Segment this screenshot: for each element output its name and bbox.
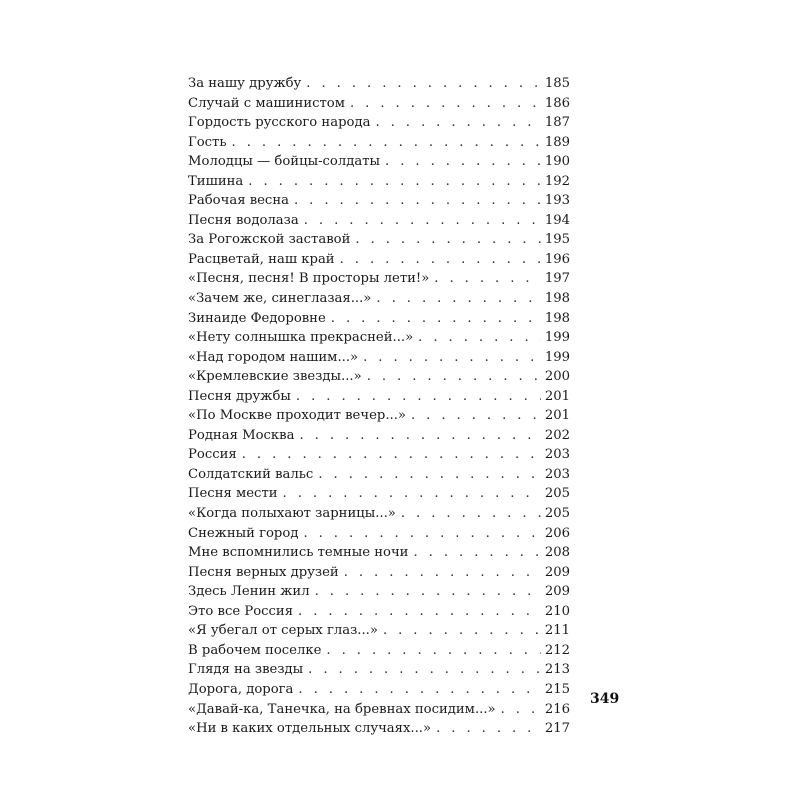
toc-entry [188, 719, 570, 739]
toc-entry-title: Дорога, дорога [188, 681, 294, 697]
toc-entry-title: Песня мести [188, 486, 278, 502]
toc-entry-title: Здесь Ленин жил [188, 584, 310, 600]
toc-entry-page: 209 [544, 564, 570, 580]
toc-entry-title: Случай с машинистом [188, 95, 345, 111]
dot-leader [413, 543, 540, 563]
toc-entry [188, 269, 570, 289]
toc-entry-title: Рабочая весна [188, 193, 289, 209]
toc-entry-page: 203 [544, 447, 570, 463]
dot-leader [350, 94, 541, 114]
dot-leader [376, 289, 540, 309]
toc-entry-page: 215 [544, 681, 570, 697]
dot-leader [298, 680, 540, 700]
toc-entry-page: 185 [544, 76, 570, 91]
toc-entry [188, 387, 570, 407]
toc-entry [188, 445, 570, 465]
toc-entry-title: «Давай-ка, Танечка, на бревнах посидим...» [188, 701, 496, 717]
toc-entry [188, 602, 570, 622]
dot-leader [344, 563, 541, 583]
toc-entry-page: 198 [544, 310, 570, 326]
toc-entry-title: Зинаиде Федоровне [188, 310, 326, 326]
toc-entry-page: 216 [544, 701, 570, 717]
toc-entry-page: 205 [544, 506, 570, 522]
dot-leader [411, 406, 541, 426]
toc-entry-page: 210 [544, 603, 570, 619]
toc-entry-page: 190 [544, 154, 570, 170]
toc-entry-title: Солдатский вальс [188, 466, 314, 482]
toc-entry-page: 198 [544, 291, 570, 307]
toc-entry-page: 205 [544, 486, 570, 502]
dot-leader [308, 660, 541, 680]
toc-entry [188, 94, 570, 114]
dot-leader [298, 602, 541, 622]
dot-leader [296, 387, 541, 407]
dot-leader [418, 328, 541, 348]
toc-entry-title: Тишина [188, 173, 244, 189]
dot-leader [434, 269, 541, 289]
dot-leader [401, 504, 541, 524]
table-of-contents [188, 74, 570, 739]
toc-entry [188, 74, 570, 94]
page-number: 349 [590, 691, 620, 707]
toc-entry-page: 201 [544, 388, 570, 404]
toc-entry-title: «Когда полыхают зарницы...» [188, 506, 396, 522]
toc-entry-page: 206 [544, 525, 570, 541]
toc-entry-page: 187 [544, 115, 570, 131]
toc-entry-page: 186 [544, 95, 570, 111]
toc-entry-title: Песня водолаза [188, 212, 299, 228]
dot-leader [315, 582, 541, 602]
toc-entry-page: 209 [544, 584, 570, 600]
toc-entry-title: «Зачем же, синеглазая...» [188, 291, 372, 307]
dot-leader [248, 172, 541, 192]
dot-leader [385, 152, 541, 172]
dot-leader [363, 348, 541, 368]
toc-entry [188, 133, 570, 153]
toc-entry-title: «Нету солнышка прекрасней...» [188, 330, 414, 346]
toc-entry-title: Молодцы — бойцы-солдаты [188, 154, 381, 170]
toc-entry-page: 200 [544, 369, 570, 385]
toc-entry-title: Мне вспомнились темные ночи [188, 545, 409, 561]
dot-leader [299, 426, 540, 446]
toc-entry [188, 641, 570, 661]
toc-entry-title: Гордость русского народа [188, 115, 371, 131]
toc-entry-title: Песня дружбы [188, 388, 291, 404]
toc-entry-page: 213 [544, 662, 570, 678]
toc-entry [188, 113, 570, 133]
toc-entry-page: 195 [544, 232, 570, 248]
toc-entry-page: 211 [544, 623, 570, 639]
toc-entry-title: «Песня, песня! В просторы лети!» [188, 271, 430, 287]
toc-entry [188, 328, 570, 348]
toc-entry-page: 193 [544, 193, 570, 209]
toc-entry-page: 189 [544, 134, 570, 150]
dot-leader [326, 641, 540, 661]
toc-entry-page: 199 [544, 330, 570, 346]
dot-leader [318, 465, 541, 485]
toc-entry-page: 217 [544, 721, 570, 737]
toc-entry-title: Гость [188, 134, 227, 150]
toc-entry-title: За Рогожской заставой [188, 232, 351, 248]
toc-entry-page: 192 [544, 173, 570, 189]
toc-entry-page: 201 [544, 408, 570, 424]
toc-entry-title: Россия [188, 447, 237, 463]
toc-entry-title: За нашу дружбу [188, 76, 302, 91]
dot-leader [306, 74, 541, 94]
toc-entry [188, 621, 570, 641]
toc-entry [188, 348, 570, 368]
dot-leader [436, 719, 541, 739]
toc-entry [188, 504, 570, 524]
toc-entry [188, 309, 570, 329]
toc-entry-title: «Ни в каких отдельных случаях...» [188, 721, 432, 737]
toc-entry-page: 194 [544, 212, 570, 228]
toc-entry [188, 211, 570, 231]
toc-entry-page: 199 [544, 349, 570, 365]
toc-entry-title: Снежный город [188, 525, 299, 541]
toc-entry-title: «Я убегал от серых глаз...» [188, 623, 378, 639]
toc-entry [188, 484, 570, 504]
dot-leader [375, 113, 540, 133]
toc-entry [188, 191, 570, 211]
dot-leader [355, 230, 540, 250]
dot-leader [331, 309, 541, 329]
toc-entry-title: «Кремлевские звезды...» [188, 369, 362, 385]
toc-entry-title: Родная Москва [188, 427, 295, 443]
toc-entry [188, 289, 570, 309]
toc-entry-page: 196 [544, 251, 570, 267]
toc-entry-page: 212 [544, 642, 570, 658]
toc-entry-title: «Над городом нашим...» [188, 349, 359, 365]
toc-entry [188, 406, 570, 426]
dot-leader [303, 524, 540, 544]
toc-entry [188, 700, 570, 720]
toc-entry [188, 543, 570, 563]
toc-entry [188, 230, 570, 250]
toc-entry-title: Песня верных друзей [188, 564, 339, 580]
toc-entry-page: 208 [544, 545, 570, 561]
toc-entry [188, 426, 570, 446]
dot-leader [304, 211, 541, 231]
toc-entry [188, 563, 570, 583]
toc-entry [188, 582, 570, 602]
dot-leader [340, 250, 541, 270]
dot-leader [501, 700, 541, 720]
toc-entry-title: Глядя на звезды [188, 662, 304, 678]
toc-entry-title: Расцветай, наш край [188, 251, 335, 267]
toc-entry-page: 203 [544, 466, 570, 482]
toc-entry [188, 660, 570, 680]
toc-entry-title: В рабочем поселке [188, 642, 322, 658]
toc-entry-page: 197 [544, 271, 570, 287]
toc-entry [188, 250, 570, 270]
dot-leader [242, 445, 541, 465]
dot-leader [283, 484, 541, 504]
toc-entry [188, 524, 570, 544]
dot-leader [294, 191, 541, 211]
dot-leader [367, 367, 541, 387]
toc-entry [188, 152, 570, 172]
toc-entry [188, 680, 570, 700]
toc-entry [188, 367, 570, 387]
toc-entry [188, 465, 570, 485]
dot-leader [383, 621, 541, 641]
toc-entry-page: 202 [544, 427, 570, 443]
toc-entry [188, 172, 570, 192]
dot-leader [232, 133, 541, 153]
toc-entry-title: «По Москве проходит вечер...» [188, 408, 406, 424]
toc-entry-title: Это все Россия [188, 603, 294, 619]
